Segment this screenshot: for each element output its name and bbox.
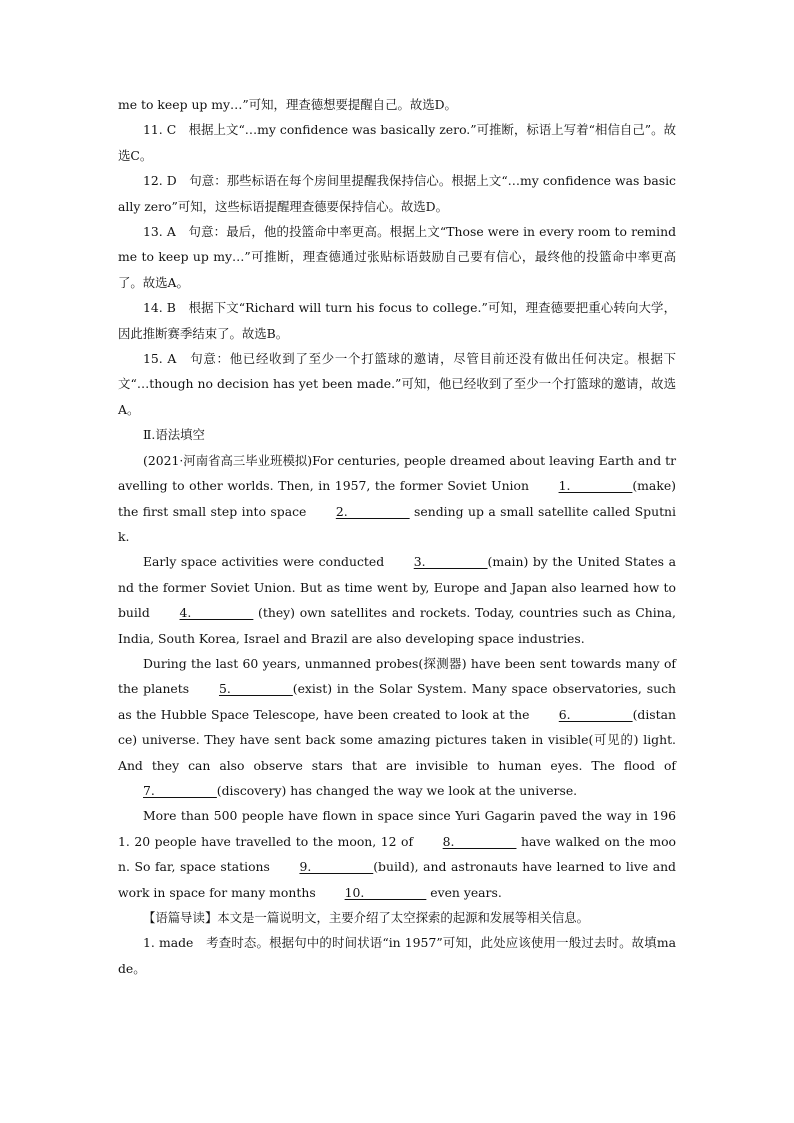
passage-guide: 【语篇导读】本文是一篇说明文，主要介绍了太空探索的起源和发展等相关信息。 — [143, 910, 590, 925]
blank-3: 3.__________ — [413, 554, 488, 570]
answer-continued: me to keep up my…”可知，理查德想要提醒自己。故选D。 — [118, 97, 457, 112]
blank-5: 5.__________ — [218, 681, 293, 697]
passage-text: even years. — [426, 884, 502, 900]
passage-text: During the last 60 years, unmanned probes(探测器) have been sent towards many of the planets — [118, 655, 676, 697]
passage-text: (distance) universe. They have sent back some amazing pictures taken in visible(可见的) light. And they can also observe stars that are invisible to human eyes. The flood of — [118, 706, 676, 773]
blank-6: 6.__________ — [558, 706, 633, 722]
blank-2: 2.__________ — [335, 503, 410, 519]
answer-14: 14. B 根据下文“Richard will turn his focus to college.”可知，理查德要把重心转向大学，因此推断赛季结束了。故选B。 — [118, 300, 676, 341]
passage-paragraph-2 — [118, 549, 676, 651]
blank-9: 9.__________ — [299, 859, 374, 875]
passage-text: Early space activities were conducted — [143, 554, 389, 570]
passage-text: (make) the first small step into space — [118, 478, 676, 519]
blank-8: 8.__________ — [442, 833, 517, 849]
page-content — [118, 92, 676, 981]
passage-text: sending up a small satellite called Sputnik. — [118, 503, 676, 544]
blank-10: 10.__________ — [344, 884, 427, 900]
answer-11: 11. C 根据上文“…my confidence was basically zero.”可推断，标语上写着“相信自己”。故选C。 — [118, 122, 676, 163]
answer-12: 12. D 句意：那些标语在每个房间里提醒我保持信心。根据上文“…my confidence was basically zero”可知，这些标语提醒理查德要保持信心。故选D。 — [118, 173, 676, 214]
passage-text: More than 500 people have flown in space since Yuri Gagarin paved the way in 1961. 20 people have travelled to the moon, 12 of — [118, 808, 676, 849]
passage-paragraph-3 — [118, 651, 676, 803]
answer-1: 1. made 考查时态。根据句中的时间状语“in 1957”可知，此处应该使用一般过去时。故填made。 — [118, 935, 676, 976]
answer-15: 15. A 句意：他已经收到了至少一个打篮球的邀请，尽管目前还没有做出任何决定。根据下文“…though no decision has yet been made.”可知，他已经收到了至少一个打篮球的邀请，故选A。 — [118, 351, 676, 417]
passage-text: (2021·河南省高三毕业班模拟)For centuries, people dreamed about leaving Earth and travelling to other worlds. Then, in 1957, the former Soviet Union — [118, 452, 676, 494]
passage-paragraph-4 — [118, 803, 676, 905]
passage-text: (they) own satellites and rockets. Today, countries such as China, India, South Korea, Israel and Brazil are also developing space industries. — [118, 605, 676, 646]
passage-text: have walked on the moon. So far, space stations — [118, 833, 676, 875]
section-heading: Ⅱ.语法填空 — [143, 427, 205, 443]
passage-text: (build), and astronauts have learned to live and work in space for many months — [118, 859, 676, 900]
blank-1: 1.__________ — [558, 478, 633, 494]
blank-7: 7.__________ — [143, 782, 217, 798]
passage-text: (main) by the United States and the former Soviet Union. But as time went by, Europe and Japan also learned how to build — [118, 554, 676, 621]
passage-text: (exist) in the Solar System. Many space observatories, such as the Hubble Space Telescope, have been created to look at the — [118, 681, 676, 722]
passage-text: (discovery) has changed the way we look at the universe. — [216, 782, 578, 798]
passage-paragraph-1 — [118, 448, 676, 550]
blank-4: 4.__________ — [179, 605, 254, 621]
answer-13: 13. A 句意：最后，他的投篮命中率更高。根据上文“Those were in every room to remind me to keep up my…”可推断，理查德通过张贴标语鼓励自己要有信心，最终他的投篮命中率更高了。故选A。 — [118, 224, 676, 290]
